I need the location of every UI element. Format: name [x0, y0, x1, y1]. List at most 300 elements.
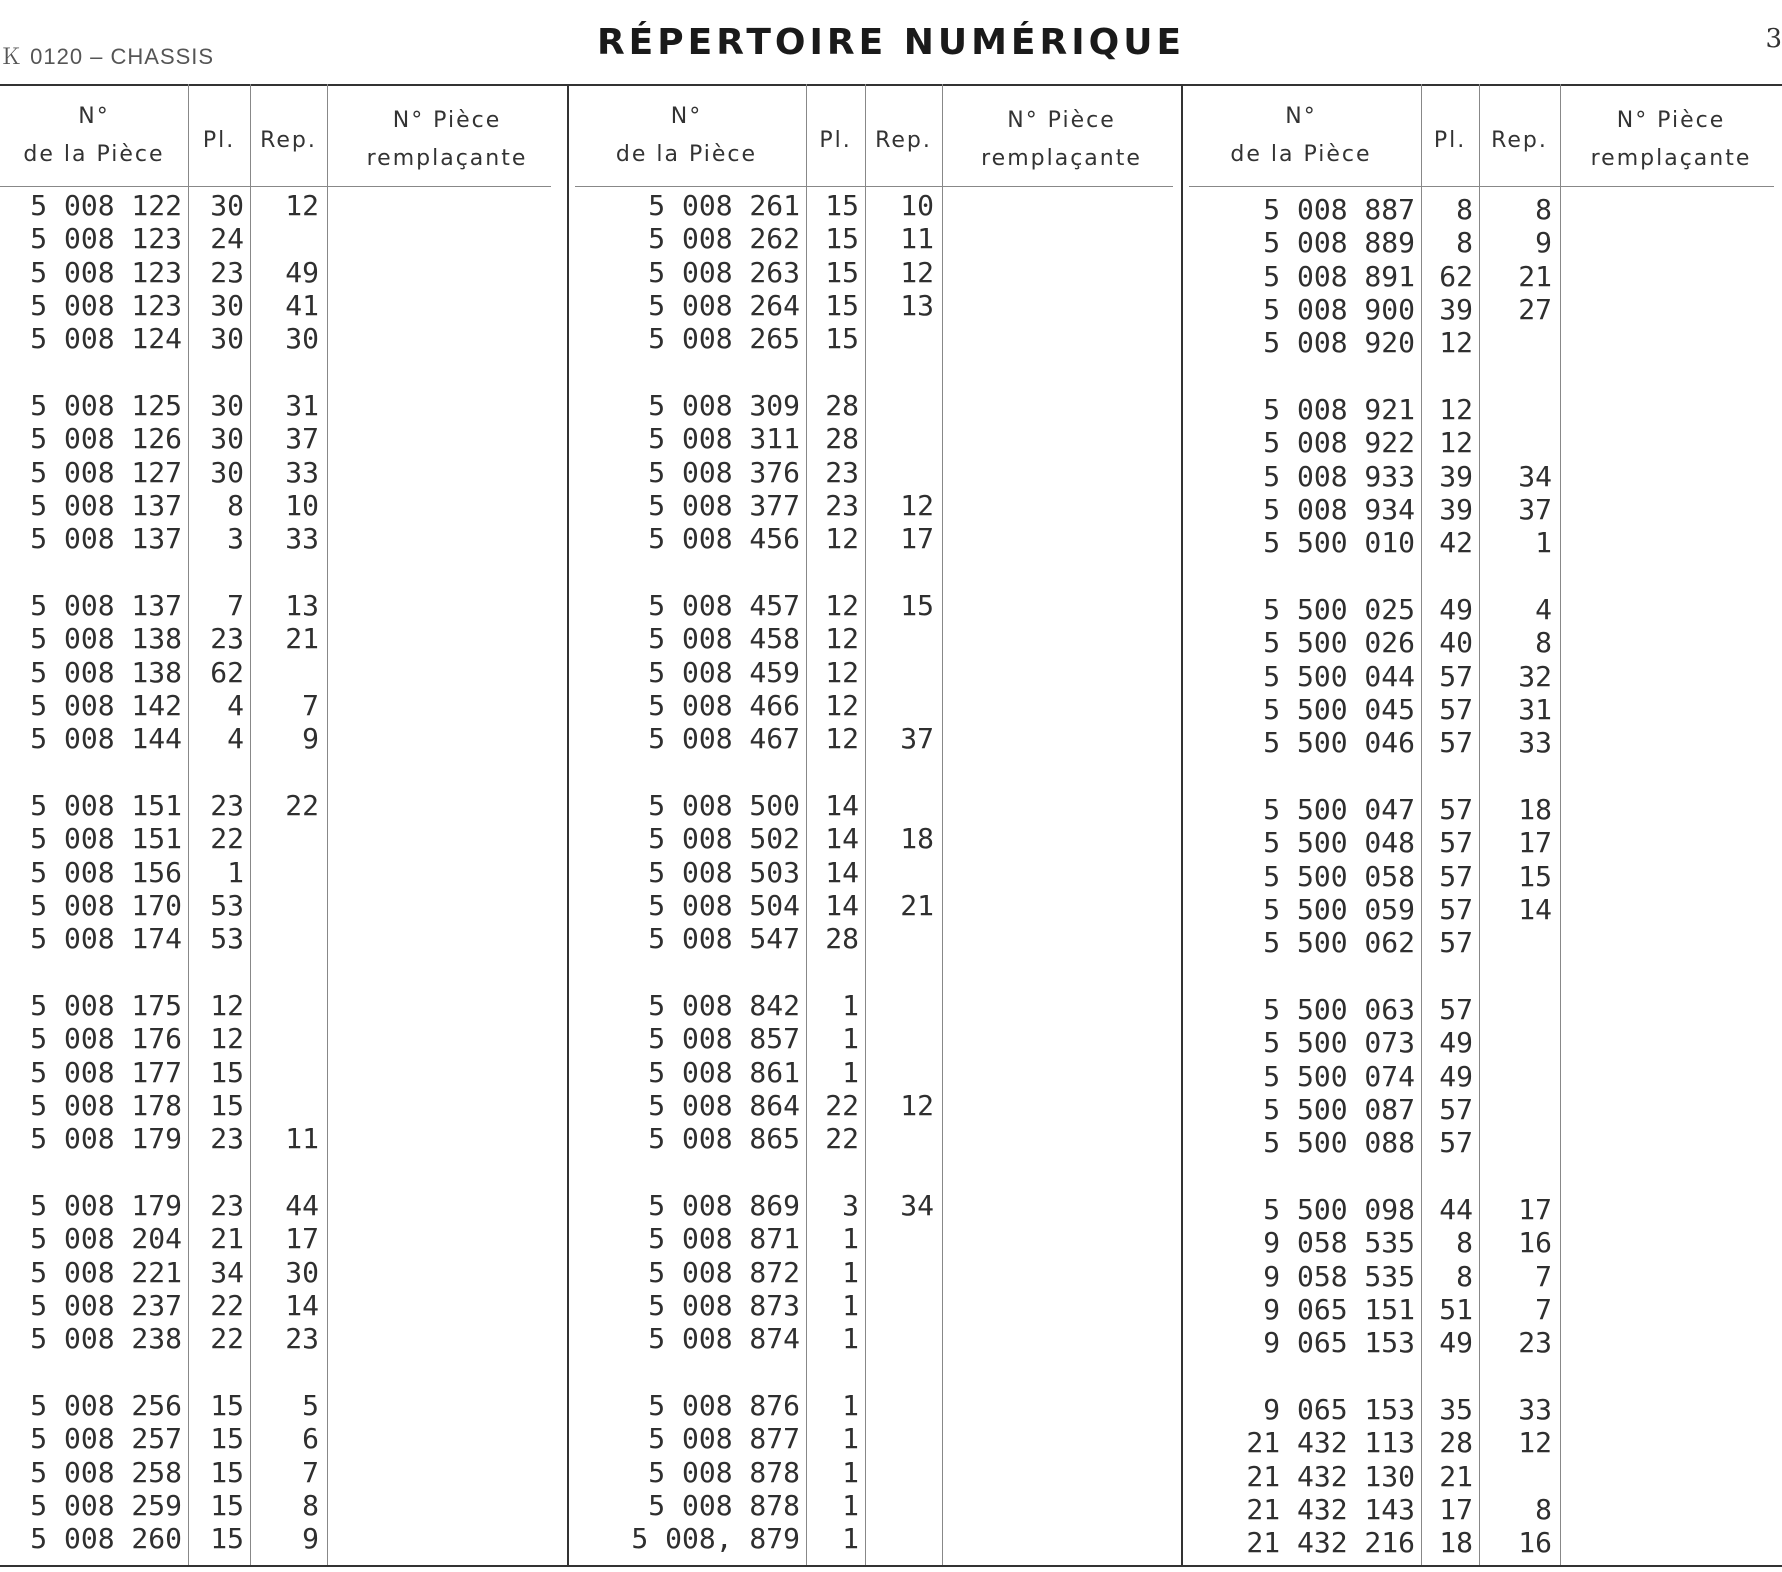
- header-replacement-line2: remplaçante: [981, 146, 1142, 171]
- part-number-cell: 5 008 869: [648, 1189, 800, 1222]
- plate-cell: 53: [210, 888, 244, 922]
- reference-cell: 21: [900, 888, 934, 922]
- plate-cell: 28: [825, 389, 859, 422]
- header-reference: Rep.: [875, 128, 932, 153]
- reference-cell: 17: [900, 522, 934, 556]
- reference-cell: 14: [1518, 892, 1552, 926]
- part-number-cell: 5 008 175: [30, 989, 182, 1022]
- reference-cell: 15: [1518, 859, 1552, 893]
- plate-cell: 28: [1439, 1426, 1473, 1460]
- header-part-number-line1: N°: [78, 104, 110, 129]
- plate-cell: 24: [210, 222, 244, 256]
- part-number-cell: 5 008 887: [1263, 193, 1415, 226]
- part-number-cell: 5 008 466: [648, 688, 800, 722]
- header-part-number-line1: N°: [1285, 104, 1317, 129]
- part-number-cell: 5 008 842: [648, 989, 800, 1022]
- top-rule: [0, 84, 1782, 86]
- reference-cell: 33: [1518, 1393, 1552, 1426]
- part-number-cell: 5 008 857: [648, 1022, 800, 1056]
- reference-cell: 11: [900, 222, 934, 256]
- plate-cell: 1: [842, 1389, 859, 1422]
- part-number-cell: 9 058 535: [1263, 1259, 1415, 1293]
- part-number-cell: 5 008 178: [30, 1088, 182, 1122]
- part-number-cell: 5 008 256: [30, 1389, 182, 1422]
- part-number-cell: 5 500 073: [1263, 1026, 1415, 1060]
- part-number-cell: 5 008 204: [30, 1222, 182, 1256]
- reference-cell: 1: [1535, 526, 1552, 560]
- part-number-cell: 5 008 122: [30, 189, 182, 222]
- plate-cell: 42: [1439, 526, 1473, 560]
- plate-cell: 23: [210, 255, 244, 289]
- plate-cell: 49: [1439, 1026, 1473, 1060]
- part-number-cell: 5 500 026: [1263, 626, 1415, 660]
- plate-cell: 8: [1456, 226, 1473, 260]
- part-number-cell: 5 008 221: [30, 1255, 182, 1289]
- part-number-cell: 5 008 257: [30, 1422, 182, 1456]
- reference-cell: 7: [302, 1455, 319, 1489]
- plate-cell: 44: [1439, 1193, 1473, 1226]
- reference-cell: 21: [285, 622, 319, 656]
- plate-cell: 1: [842, 989, 859, 1022]
- plate-cell: 15: [825, 288, 859, 322]
- plate-cell: 22: [210, 822, 244, 856]
- reference-cell: 22: [285, 789, 319, 822]
- part-number-cell: 5 008 170: [30, 888, 182, 922]
- plate-cell: 57: [1439, 859, 1473, 893]
- plate-cell: 57: [1439, 892, 1473, 926]
- plate-cell: 14: [825, 855, 859, 889]
- part-number-cell: 5 008 861: [648, 1055, 800, 1089]
- plate-cell: 30: [210, 288, 244, 322]
- reference-cell: 37: [900, 722, 934, 756]
- part-number-cell: 5 008 456: [648, 522, 800, 556]
- part-number-cell: 5 008 151: [30, 822, 182, 856]
- plate-cell: 21: [210, 1222, 244, 1256]
- plate-cell: 1: [842, 1455, 859, 1489]
- header-replacement-line1: N° Pièce: [1007, 108, 1116, 133]
- part-number-cell: 5 008 137: [30, 488, 182, 522]
- header-part-number-line2: de la Pièce: [615, 142, 758, 167]
- reference-cell: 14: [285, 1288, 319, 1322]
- part-number-cell: 5 008 260: [30, 1522, 182, 1556]
- part-number-cell: 5 008 547: [648, 922, 800, 956]
- part-number-cell: 5 008 174: [30, 922, 182, 956]
- header-part-number-line1: N°: [670, 104, 703, 129]
- reference-cell: 49: [285, 255, 319, 289]
- part-number-cell: 5 008 179: [30, 1189, 182, 1222]
- plate-cell: 49: [1439, 1059, 1473, 1093]
- plate-cell: 30: [210, 189, 244, 222]
- reference-cell: 12: [1518, 1426, 1552, 1460]
- reference-cell: 30: [285, 1255, 319, 1289]
- reference-cell: 11: [285, 1122, 319, 1156]
- reference-cell: 15: [900, 589, 934, 622]
- plate-cell: 15: [210, 1455, 244, 1489]
- part-number-cell: 21 432 216: [1246, 1526, 1415, 1560]
- plate-cell: 12: [1439, 326, 1473, 360]
- part-number-cell: 21 432 113: [1246, 1426, 1415, 1460]
- plate-cell: 1: [842, 1422, 859, 1456]
- header-replacement-line1: N° Pièce: [392, 108, 502, 133]
- plate-cell: 12: [210, 1022, 244, 1056]
- reference-cell: 17: [1518, 1193, 1552, 1226]
- plate-cell: 22: [825, 1122, 859, 1156]
- reference-cell: 12: [900, 488, 934, 522]
- plate-cell: 23: [210, 789, 244, 822]
- reference-cell: 10: [285, 488, 319, 522]
- plate-cell: 15: [825, 255, 859, 289]
- plate-cell: 39: [1439, 492, 1473, 526]
- reference-cell: 31: [1518, 692, 1552, 726]
- part-number-cell: 5 500 074: [1263, 1059, 1415, 1093]
- plate-cell: 28: [825, 422, 859, 456]
- part-number-cell: 5 500 088: [1263, 1126, 1415, 1160]
- reference-cell: 33: [285, 455, 319, 489]
- plate-cell: 1: [842, 1488, 859, 1522]
- reference-cell: 37: [1518, 492, 1552, 526]
- plate-cell: 62: [210, 655, 244, 689]
- header-reference: Rep.: [1491, 128, 1548, 153]
- plate-cell: 57: [1439, 692, 1473, 726]
- part-number-cell: 5 500 044: [1263, 659, 1415, 693]
- plate-cell: 15: [825, 222, 859, 256]
- part-number-cell: 5 008 156: [30, 855, 182, 889]
- plate-cell: 12: [825, 722, 859, 756]
- reference-cell: 23: [1518, 1326, 1552, 1360]
- reference-cell: 8: [1535, 1492, 1552, 1526]
- plate-cell: 23: [210, 622, 244, 656]
- reference-cell: 13: [285, 589, 319, 622]
- part-number-cell: 5 008 261: [648, 189, 800, 222]
- part-number-cell: 5 500 059: [1263, 892, 1415, 926]
- bottom-rule: [0, 1565, 1782, 1567]
- part-number-cell: 5 008 467: [648, 722, 800, 756]
- part-number-cell: 9 058 535: [1263, 1226, 1415, 1260]
- part-number-cell: 5 008 933: [1263, 459, 1415, 493]
- plate-cell: 4: [227, 688, 244, 722]
- plate-cell: 15: [825, 322, 859, 356]
- plate-cell: 15: [210, 1488, 244, 1522]
- part-number-cell: 5 008 874: [648, 1322, 800, 1356]
- plate-cell: 18: [1439, 1526, 1473, 1560]
- plate-cell: 62: [1439, 259, 1473, 293]
- plate-cell: 57: [1439, 659, 1473, 693]
- plate-cell: 21: [1439, 1459, 1473, 1493]
- reference-cell: 8: [1535, 193, 1552, 226]
- reference-cell: 33: [285, 522, 319, 556]
- header-replacement-line2: remplaçante: [366, 146, 528, 171]
- header-rule: [575, 186, 1173, 187]
- plate-cell: 28: [825, 922, 859, 956]
- plate-cell: 57: [1439, 993, 1473, 1026]
- reference-cell: 5: [302, 1389, 319, 1422]
- part-number-cell: 5 008 376: [648, 455, 800, 489]
- reference-cell: 8: [1535, 626, 1552, 660]
- part-number-cell: 5 008 889: [1263, 226, 1415, 260]
- plate-cell: 15: [825, 189, 859, 222]
- part-number-cell: 5 008 921: [1263, 393, 1415, 426]
- reference-cell: 32: [1518, 659, 1552, 693]
- part-number-cell: 5 008 259: [30, 1488, 182, 1522]
- plate-cell: 15: [210, 1389, 244, 1422]
- part-number-cell: 5 008 871: [648, 1222, 800, 1256]
- reference-cell: 16: [1518, 1226, 1552, 1260]
- part-number-cell: 5 008 900: [1263, 292, 1415, 326]
- plate-cell: 35: [1439, 1393, 1473, 1426]
- plate-cell: 30: [210, 455, 244, 489]
- plate-cell: 14: [825, 888, 859, 922]
- part-number-cell: 5 008 138: [30, 655, 182, 689]
- plate-cell: 49: [1439, 593, 1473, 626]
- plate-cell: 1: [842, 1288, 859, 1322]
- plate-cell: 1: [842, 1322, 859, 1356]
- part-number-cell: 5 500 058: [1263, 859, 1415, 893]
- reference-cell: 34: [900, 1189, 934, 1222]
- plate-cell: 22: [825, 1088, 859, 1122]
- part-number-cell: 21 432 130: [1246, 1459, 1415, 1493]
- plate-cell: 23: [210, 1189, 244, 1222]
- plate-cell: 8: [227, 488, 244, 522]
- part-number-cell: 5 008 920: [1263, 326, 1415, 360]
- plate-cell: 49: [1439, 1326, 1473, 1360]
- plate-cell: 1: [842, 1055, 859, 1089]
- part-number-cell: 5 008 123: [30, 288, 182, 322]
- part-number-cell: 5 008 922: [1263, 426, 1415, 460]
- part-number-cell: 5 500 045: [1263, 692, 1415, 726]
- part-number-cell: 5 008 502: [648, 822, 800, 856]
- reference-cell: 44: [285, 1189, 319, 1222]
- part-number-cell: 5 008 504: [648, 888, 800, 922]
- part-number-cell: 5 008 503: [648, 855, 800, 889]
- part-number-cell: 5 008 151: [30, 789, 182, 822]
- header-part-number-line2: de la Pièce: [23, 142, 165, 167]
- plate-cell: 14: [825, 822, 859, 856]
- header-replacement-line2: remplaçante: [1590, 146, 1752, 171]
- part-number-cell: 5 008, 879: [631, 1522, 800, 1556]
- plate-cell: 57: [1439, 1126, 1473, 1160]
- part-number-cell: 5 008 865: [648, 1122, 800, 1156]
- plate-cell: 1: [842, 1522, 859, 1556]
- part-number-cell: 5 500 047: [1263, 793, 1415, 826]
- part-number-cell: 5 008 264: [648, 288, 800, 322]
- part-number-cell: 9 065 153: [1263, 1393, 1415, 1426]
- part-number-cell: 5 008 500: [648, 789, 800, 822]
- part-number-cell: 5 008 265: [648, 322, 800, 356]
- reference-cell: 23: [285, 1322, 319, 1356]
- part-number-cell: 5 500 062: [1263, 926, 1415, 960]
- plate-cell: 57: [1439, 793, 1473, 826]
- reference-cell: 7: [302, 688, 319, 722]
- catalog-section-label: Ｋ 0120 – CHASSIS: [0, 44, 215, 69]
- plate-cell: 3: [842, 1189, 859, 1222]
- reference-cell: 4: [1535, 593, 1552, 626]
- plate-cell: 57: [1439, 726, 1473, 760]
- part-number-cell: 5 008 124: [30, 322, 182, 356]
- plate-cell: 8: [1456, 1259, 1473, 1293]
- part-number-cell: 5 008 123: [30, 222, 182, 256]
- header-reference: Rep.: [260, 128, 317, 153]
- reference-cell: 8: [302, 1488, 319, 1522]
- part-number-cell: 5 008 457: [648, 589, 800, 622]
- plate-cell: 34: [210, 1255, 244, 1289]
- reference-cell: 9: [1535, 226, 1552, 260]
- page-title: RÉPERTOIRE NUMÉRIQUE: [596, 22, 1186, 63]
- part-number-cell: 5 500 087: [1263, 1092, 1415, 1126]
- part-number-cell: 5 008 311: [648, 422, 800, 456]
- header-plate: Pl.: [202, 128, 236, 153]
- part-number-cell: 5 008 872: [648, 1255, 800, 1289]
- header-rule: [1189, 186, 1774, 187]
- plate-cell: 8: [1456, 193, 1473, 226]
- column-rule: [942, 84, 943, 1565]
- reference-cell: 27: [1518, 292, 1552, 326]
- part-number-cell: 5 008 137: [30, 522, 182, 556]
- plate-cell: 12: [1439, 426, 1473, 460]
- reference-cell: 9: [302, 1522, 319, 1556]
- part-number-cell: 5 008 125: [30, 389, 182, 422]
- part-number-cell: 5 500 063: [1263, 993, 1415, 1026]
- column-rule: [327, 84, 328, 1565]
- plate-cell: 15: [210, 1422, 244, 1456]
- plate-cell: 12: [825, 688, 859, 722]
- part-number-cell: 5 008 262: [648, 222, 800, 256]
- plate-cell: 39: [1439, 292, 1473, 326]
- plate-cell: 12: [825, 589, 859, 622]
- part-number-cell: 5 008 878: [648, 1488, 800, 1522]
- reference-cell: 9: [302, 722, 319, 756]
- reference-cell: 13: [900, 288, 934, 322]
- reference-cell: 18: [1518, 793, 1552, 826]
- part-number-cell: 5 008 126: [30, 422, 182, 456]
- header-plate: Pl.: [1433, 128, 1467, 153]
- reference-cell: 12: [900, 255, 934, 289]
- plate-cell: 23: [825, 455, 859, 489]
- reference-cell: 37: [285, 422, 319, 456]
- plate-cell: 53: [210, 922, 244, 956]
- plate-cell: 3: [227, 522, 244, 556]
- part-number-cell: 5 008 176: [30, 1022, 182, 1056]
- part-number-cell: 5 008 377: [648, 488, 800, 522]
- part-number-cell: 5 008 127: [30, 455, 182, 489]
- plate-cell: 57: [1439, 926, 1473, 960]
- part-number-cell: 5 500 098: [1263, 1193, 1415, 1226]
- part-number-cell: 5 008 934: [1263, 492, 1415, 526]
- part-number-cell: 5 008 864: [648, 1088, 800, 1122]
- reference-cell: 17: [285, 1222, 319, 1256]
- plate-cell: 23: [825, 488, 859, 522]
- plate-cell: 4: [227, 722, 244, 756]
- plate-cell: 15: [210, 1088, 244, 1122]
- part-number-cell: 5 008 144: [30, 722, 182, 756]
- part-number-cell: 5 008 878: [648, 1455, 800, 1489]
- plate-cell: 57: [1439, 1092, 1473, 1126]
- reference-cell: 7: [1535, 1259, 1552, 1293]
- reference-cell: 21: [1518, 259, 1552, 293]
- plate-cell: 7: [227, 589, 244, 622]
- plate-cell: 30: [210, 422, 244, 456]
- plate-cell: 30: [210, 389, 244, 422]
- plate-cell: 1: [842, 1022, 859, 1056]
- part-number-cell: 9 065 151: [1263, 1292, 1415, 1326]
- part-number-cell: 21 432 143: [1246, 1492, 1415, 1526]
- reference-cell: 6: [302, 1422, 319, 1456]
- part-number-cell: 5 008 309: [648, 389, 800, 422]
- plate-cell: 30: [210, 322, 244, 356]
- plate-cell: 1: [227, 855, 244, 889]
- part-number-cell: 5 008 142: [30, 688, 182, 722]
- part-number-cell: 5 008 238: [30, 1322, 182, 1356]
- header-part-number-line2: de la Pièce: [1230, 142, 1372, 167]
- reference-cell: 31: [285, 389, 319, 422]
- part-number-cell: 5 008 876: [648, 1389, 800, 1422]
- part-number-cell: 5 008 138: [30, 622, 182, 656]
- plate-cell: 22: [210, 1322, 244, 1356]
- plate-cell: 51: [1439, 1292, 1473, 1326]
- part-number-cell: 5 500 046: [1263, 726, 1415, 760]
- plate-cell: 39: [1439, 459, 1473, 493]
- part-number-cell: 5 008 137: [30, 589, 182, 622]
- part-number-cell: 9 065 153: [1263, 1326, 1415, 1360]
- part-number-cell: 5 500 048: [1263, 826, 1415, 860]
- plate-cell: 12: [825, 655, 859, 689]
- part-number-cell: 5 008 237: [30, 1288, 182, 1322]
- header-plate: Pl.: [819, 128, 852, 153]
- reference-cell: 41: [285, 288, 319, 322]
- part-number-cell: 5 008 179: [30, 1122, 182, 1156]
- part-number-cell: 5 008 177: [30, 1055, 182, 1089]
- plate-cell: 1: [842, 1222, 859, 1256]
- plate-cell: 8: [1456, 1226, 1473, 1260]
- reference-cell: 7: [1535, 1292, 1552, 1326]
- plate-cell: 12: [825, 522, 859, 556]
- part-number-cell: 5 500 010: [1263, 526, 1415, 560]
- plate-cell: 12: [210, 989, 244, 1022]
- plate-cell: 14: [825, 789, 859, 822]
- plate-cell: 23: [210, 1122, 244, 1156]
- page-number: 3: [1765, 24, 1782, 54]
- plate-cell: 15: [210, 1055, 244, 1089]
- plate-cell: 1: [842, 1255, 859, 1289]
- column-rule: [1560, 84, 1561, 1565]
- reference-cell: 10: [900, 189, 934, 222]
- reference-cell: 30: [285, 322, 319, 356]
- plate-cell: 15: [210, 1522, 244, 1556]
- plate-cell: 22: [210, 1288, 244, 1322]
- part-number-cell: 5 008 123: [30, 255, 182, 289]
- part-number-cell: 5 008 263: [648, 255, 800, 289]
- plate-cell: 40: [1439, 626, 1473, 660]
- part-number-cell: 5 008 459: [648, 655, 800, 689]
- reference-cell: 34: [1518, 459, 1552, 493]
- part-number-cell: 5 008 873: [648, 1288, 800, 1322]
- part-number-cell: 5 008 258: [30, 1455, 182, 1489]
- reference-cell: 16: [1518, 1526, 1552, 1560]
- part-number-cell: 5 008 891: [1263, 259, 1415, 293]
- header-replacement-line1: N° Pièce: [1616, 108, 1726, 133]
- reference-cell: 12: [285, 189, 319, 222]
- plate-cell: 12: [825, 622, 859, 656]
- part-number-cell: 5 008 458: [648, 622, 800, 656]
- reference-cell: 17: [1518, 826, 1552, 860]
- plate-cell: 12: [1439, 393, 1473, 426]
- reference-cell: 12: [900, 1088, 934, 1122]
- header-rule: [0, 186, 551, 187]
- part-number-cell: 5 500 025: [1263, 593, 1415, 626]
- plate-cell: 57: [1439, 826, 1473, 860]
- plate-cell: 17: [1439, 1492, 1473, 1526]
- reference-cell: 18: [900, 822, 934, 856]
- part-number-cell: 5 008 877: [648, 1422, 800, 1456]
